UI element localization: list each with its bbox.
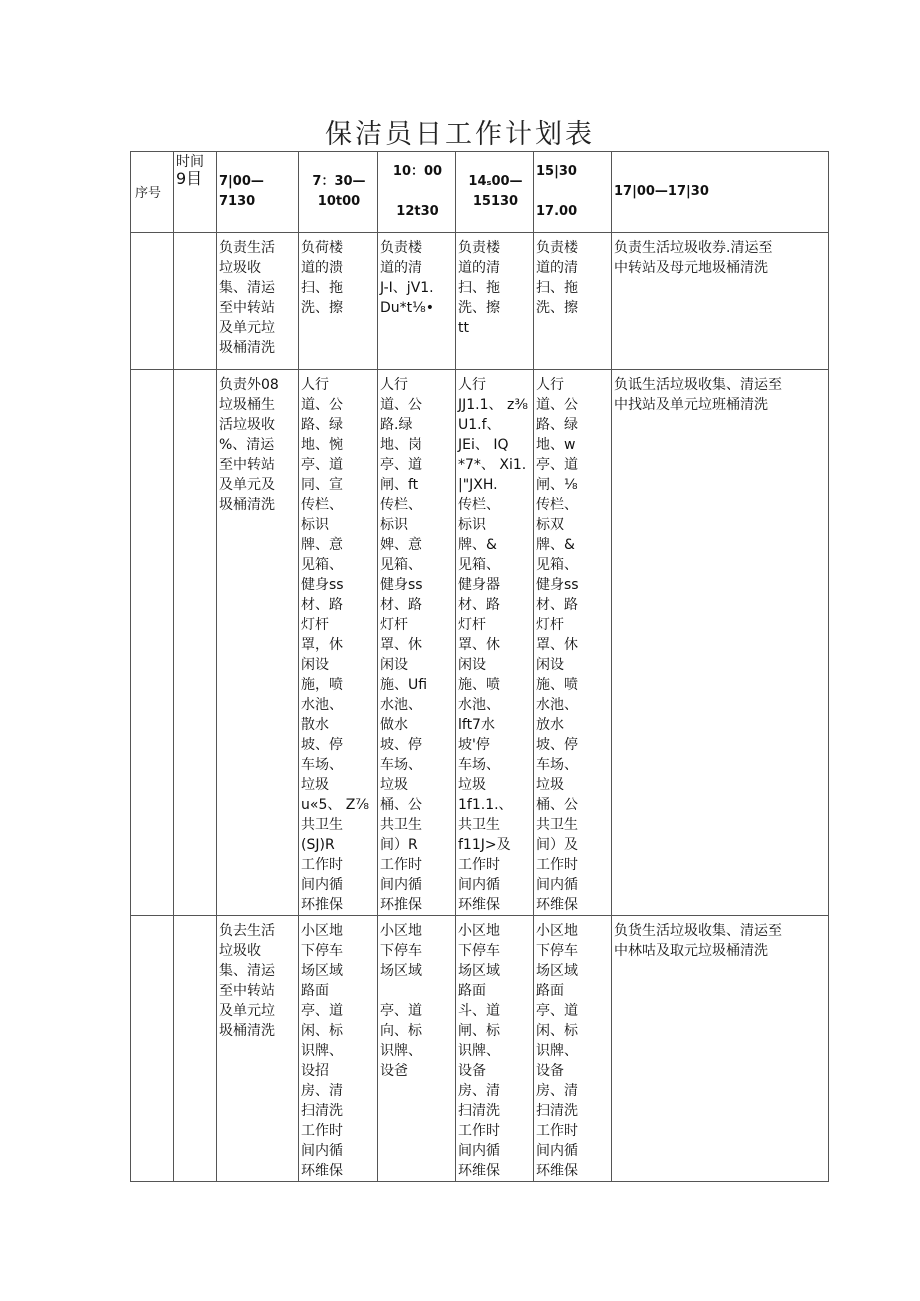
- table-row: [131, 233, 829, 370]
- table-row: [131, 370, 829, 916]
- task-cell: 人行 道、公 路、绿 地、w 亭、道 闸、⅛ 传栏、 标双 牌、& 见箱、 健身ss 材、路 灯杆 罩、休 闲设 施、喷 水池、 放水 坡、停 车场、 垃圾 桶、公 共卫生 间）及 工作时 间内循 环维保: [534, 370, 612, 916]
- header-slot-3-label: 10：00 12t30: [392, 164, 443, 219]
- task-cell: 负诋生活垃圾收集、清运至 中找站及单元垃班桶清洗: [612, 370, 829, 916]
- row-seq: [131, 370, 174, 916]
- row-seq: [131, 916, 174, 1182]
- header-slot-6: [612, 152, 829, 233]
- task-cell: 负荷楼 道的溃 扫、拖 洗、擦: [299, 233, 378, 370]
- table-row: [131, 916, 829, 1182]
- header-seq-cell: [131, 152, 174, 233]
- header-slot-6-label: 17|00—17|30: [614, 184, 709, 199]
- header-slot-5: [534, 152, 612, 233]
- header-slot-1: [217, 152, 299, 233]
- task-cell: 小区地 下停车 场区域 路面 斗、道 闸、标 识牌、 设备 房、清 扫清洗 工作时 间内循 环维保: [456, 916, 534, 1182]
- header-slot-4-label: 14ₛ00— 15130: [468, 174, 523, 209]
- header-slot-1-label: 7|00—7130: [219, 174, 264, 209]
- task-cell: 人行 道、公 路.绿 地、岗 亭、道 闸、ft 传栏、 标识 婢、意 见箱、 健身ss 材、路 灯杆 罩、休 闲设 施、Ufi 水池、 做水 坡、停 车场、 垃圾 桶、公 共卫生 间）R 工作时 间内循 环推保: [378, 370, 456, 916]
- header-slot-2-label: 7：30— 10t00: [312, 174, 366, 209]
- work-plan-table: [130, 151, 829, 1182]
- task-cell: 小区地 下停车 场区域 路面 亭、道 闲、标 识牌、 设招 房、清 扫清洗 工作时 间内循 环维保: [299, 916, 378, 1182]
- header-row: [131, 152, 829, 233]
- row-time: [174, 233, 217, 370]
- page-title: 保洁员日工作计划表: [325, 119, 595, 150]
- row-time: [174, 370, 217, 916]
- task-cell: 小区地 下停车 场区域 路面 亭、道 闲、标 识牌、 设备 房、清 扫清洗 工作时 间内循 环维保: [534, 916, 612, 1182]
- task-cell: 人行 道、公 路、绿 地、惋 亭、道 同、宣 传栏、 标识 牌、意 见箱、 健身ss 材、路 灯杆 罩，休 闲设 施，喷 水池、 散水 坡、停 车场、 垃圾 u«5、 Z⅞ 共卫生 (SJ)R 工作时 间内循 环推保: [299, 370, 378, 916]
- row-seq: [131, 233, 174, 370]
- task-cell: 负货生活垃圾收集、清运至 中林咕及取元垃圾桶清洗: [612, 916, 829, 1182]
- header-time-label: 时间: [176, 154, 204, 170]
- row-time: [174, 916, 217, 1182]
- header-slot-2: [299, 152, 378, 233]
- task-cell: 负责楼 道的清 J-I、jV1. Du*t⅛•: [378, 233, 456, 370]
- header-seq-label: 序号: [135, 186, 162, 201]
- task-cell: 小区地 下停车 场区域 亭、道 向、标 识牌、 设爸: [378, 916, 456, 1182]
- header-item-label: 9目: [176, 169, 203, 188]
- task-cell: 负责生活 垃圾收 集、清运 至中转站 及单元垃 圾桶清洗: [217, 233, 299, 370]
- header-time-cell: [174, 152, 217, 233]
- header-slot-3: [378, 152, 456, 233]
- task-cell: 负责外08 垃圾桶生 活垃圾收 %、清运 至中转站 及单元及 圾桶清洗: [217, 370, 299, 916]
- task-cell: 人行 JJ1.1、 z⅜ U1.f、 JEi、 IQ *7*、 Xi1. |"JXH. 传栏、 标识 牌、& 见箱、 健身器 材、路 灯杆 罩、休 闲设 施、喷 水池、 lft7水 坡'停 车场、 垃圾 1f1.1.、 共卫生 f11J>及 工作时 间内循 环维保: [456, 370, 534, 916]
- task-cell: 负责楼 道的清 扫、拖 洗、擦 tt: [456, 233, 534, 370]
- task-cell: 负责生活垃圾收券.清运至 中转站及母元地圾桶清洗: [612, 233, 829, 370]
- header-slot-4: [456, 152, 534, 233]
- task-cell: 负去生活 垃圾收 集、清运 至中转站 及单元垃 圾桶清洗: [217, 916, 299, 1182]
- header-slot-5-label: 15|30 17.00: [536, 164, 578, 219]
- task-cell: 负责楼 道的清 扫、拖 洗、擦: [534, 233, 612, 370]
